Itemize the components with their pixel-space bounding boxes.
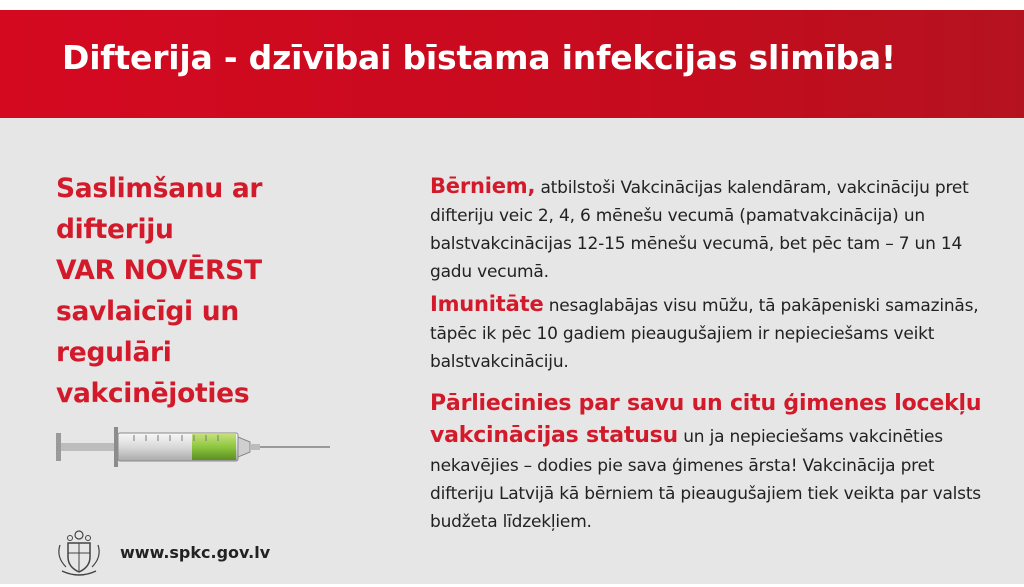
- immunity-text: nesaglabājas visu mūžu, tā pakāpeniski samazinās, tāpēc ik pēc 10 gadiem pieaugušajiem ir nepieciešams veikt balstvakcināciju.: [430, 296, 979, 372]
- left-heading-line: vakcinējoties: [56, 378, 250, 409]
- immunity-paragraph: [430, 290, 990, 376]
- children-text: atbilstoši Vakcinācijas kalendāram, vakcināciju pret difteriju veic 2, 4, 6 mēnešu vecumā (pamatvakcinācija) un balstvakcinācijas 12-15 mēnešu vecumā, bet pēc tam – 7 un 14 gadu vecumā.: [430, 178, 969, 282]
- page-title: Difterija - dzīvībai bīstama infekcijas slimība!: [62, 38, 896, 77]
- left-heading-line: regulāri: [56, 337, 172, 368]
- left-heading-line: Saslimšanu ar: [56, 173, 263, 204]
- top-strip: [0, 0, 1024, 10]
- status-text: un ja nepieciešams vakcinēties nekavējies – dodies pie sava ģimenes ārsta! Vakcinācija pret difteriju Latvijā kā bērniem tā pieaugušajiem tiek veikta par valsts budžeta līdzekļiem.: [430, 427, 981, 532]
- left-heading-line: VAR NOVĒRST: [56, 255, 262, 286]
- syringe-icon: [54, 423, 334, 471]
- header-banner: [0, 10, 1024, 118]
- left-heading: [56, 168, 356, 414]
- children-paragraph: [430, 172, 990, 286]
- status-lead: Pārliecinies par savu un citu ģimenes locekļu vakcinācijas statusu: [430, 391, 982, 448]
- immunity-lead: Imunitāte: [430, 292, 544, 316]
- children-lead: Bērniem,: [430, 174, 536, 198]
- status-paragraph: [430, 388, 990, 536]
- website-link[interactable]: www.spkc.gov.lv: [120, 543, 271, 562]
- coat-of-arms-icon: [54, 527, 104, 579]
- left-heading-line: savlaicīgi un: [56, 296, 239, 327]
- left-heading-line: difteriju: [56, 214, 174, 245]
